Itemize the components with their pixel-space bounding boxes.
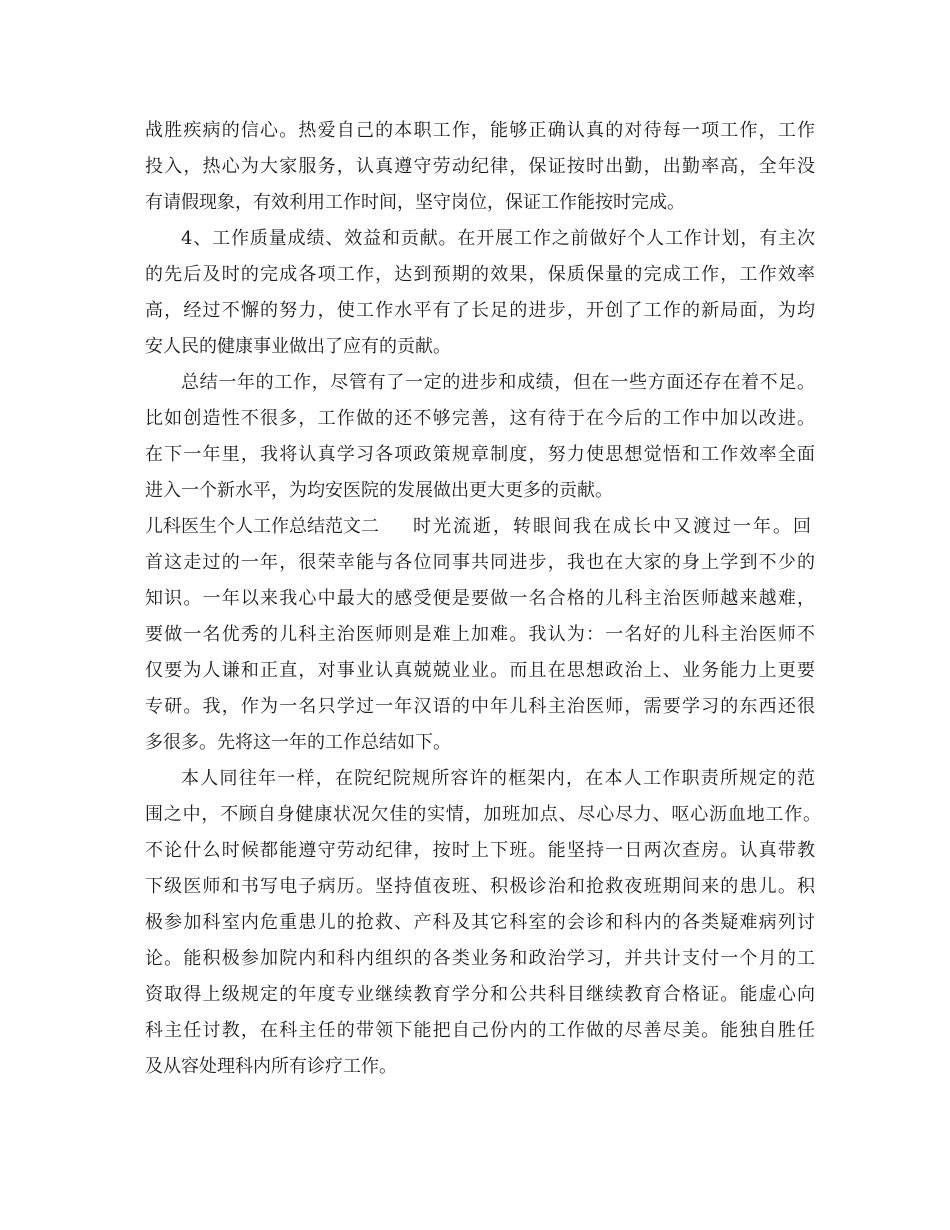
paragraph-line: 围之中，不顾自身健康状况欠佳的实情，加班加点、尽心尽力、呕心沥血地工作。 [145,804,821,825]
paragraph-line: 极参加科室内危重患儿的抢救、产科及其它科室的会诊和科内的各类疑难病列讨 [145,912,815,933]
paragraph-line: 仅要为人谦和正直，对事业认真兢兢业业。而且在思想政治上、业务能力上更要 [145,660,815,681]
paragraph-line: 知识。一年以来我心中最大的感受便是要做一名合格的儿科主治医师越来越难， [145,588,815,609]
paragraph-line: 投入，热心为大家服务，认真遵守劳动纪律，保证按时出勤，出勤率高，全年没 [145,156,815,177]
paragraph-line: 总结一年的工作，尽管有了一定的进步和成绩，但在一些方面还存在着不足。 [181,372,815,393]
paragraph-line: 进入一个新水平，为均安医院的发展做出更大更多的贡献。 [145,480,613,501]
paragraph-line: 的先后及时的完成各项工作，达到预期的效果，保质保量的完成工作，工作效率 [145,264,815,285]
section-heading-line [145,516,815,538]
paragraph-line: 有请假现象，有效利用工作时间，坚守岗位，保证工作能按时完成。 [145,192,685,213]
paragraph-line: 安人民的健康事业做出了应有的贡献。 [145,336,451,357]
paragraph-line: 高，经过不懈的努力，使工作水平有了长足的进步，开创了工作的新局面，为均 [145,300,815,321]
paragraph-line: 要做一名优秀的儿科主治医师则是难上加难。我认为：一名好的儿科主治医师不 [145,624,815,645]
paragraph-line: 资取得上级规定的年度专业继续教育学分和公共科目继续教育合格证。能虚心向 [145,984,815,1005]
paragraph-line: 本人同往年一样，在院纪院规所容许的框架内，在本人工作职责所规定的范 [181,768,815,789]
paragraph-line: 4、工作质量成绩、效益和贡献。在开展工作之前做好个人工作计划，有主次 [181,228,815,249]
section-heading-body: 时光流逝，转眼间我在成长中又渡过一年。回 [413,516,811,537]
paragraph-line: 比如创造性不很多，工作做的还不够完善，这有待于在今后的工作中加以改进。 [145,408,815,429]
paragraph-line: 及从容处理科内所有诊疗工作。 [145,1056,397,1077]
paragraph-line: 战胜疾病的信心。热爱自己的本职工作，能够正确认真的对待每一项工作，工作 [145,120,815,141]
paragraph-line: 不论什么时候都能遵守劳动纪律，按时上下班。能坚持一日两次查房。认真带教 [145,840,815,861]
paragraph-line: 科主任讨教，在科主任的带领下能把自己份内的工作做的尽善尽美。能独自胜任 [145,1020,815,1041]
paragraph-line: 多很多。先将这一年的工作总结如下。 [145,732,451,753]
paragraph-line: 首这走过的一年，很荣幸能与各位同事共同进步，我也在大家的身上学到不少的 [145,552,815,573]
paragraph-line: 下级医师和书写电子病历。坚持值夜班、积极诊治和抢救夜班期间来的患儿。积 [145,876,815,897]
paragraph-line: 在下一年里，我将认真学习各项政策规章制度，努力使思想觉悟和工作效率全面 [145,444,815,465]
paragraph-line: 专研。我，作为一名只学过一年汉语的中年儿科主治医师，需要学习的东西还很 [145,696,815,717]
section-heading: 儿科医生个人工作总结范文二 [145,516,379,537]
paragraph-line: 论。能积极参加院内和科内组织的各类业务和政治学习，并共计支付一个月的工 [145,948,815,969]
